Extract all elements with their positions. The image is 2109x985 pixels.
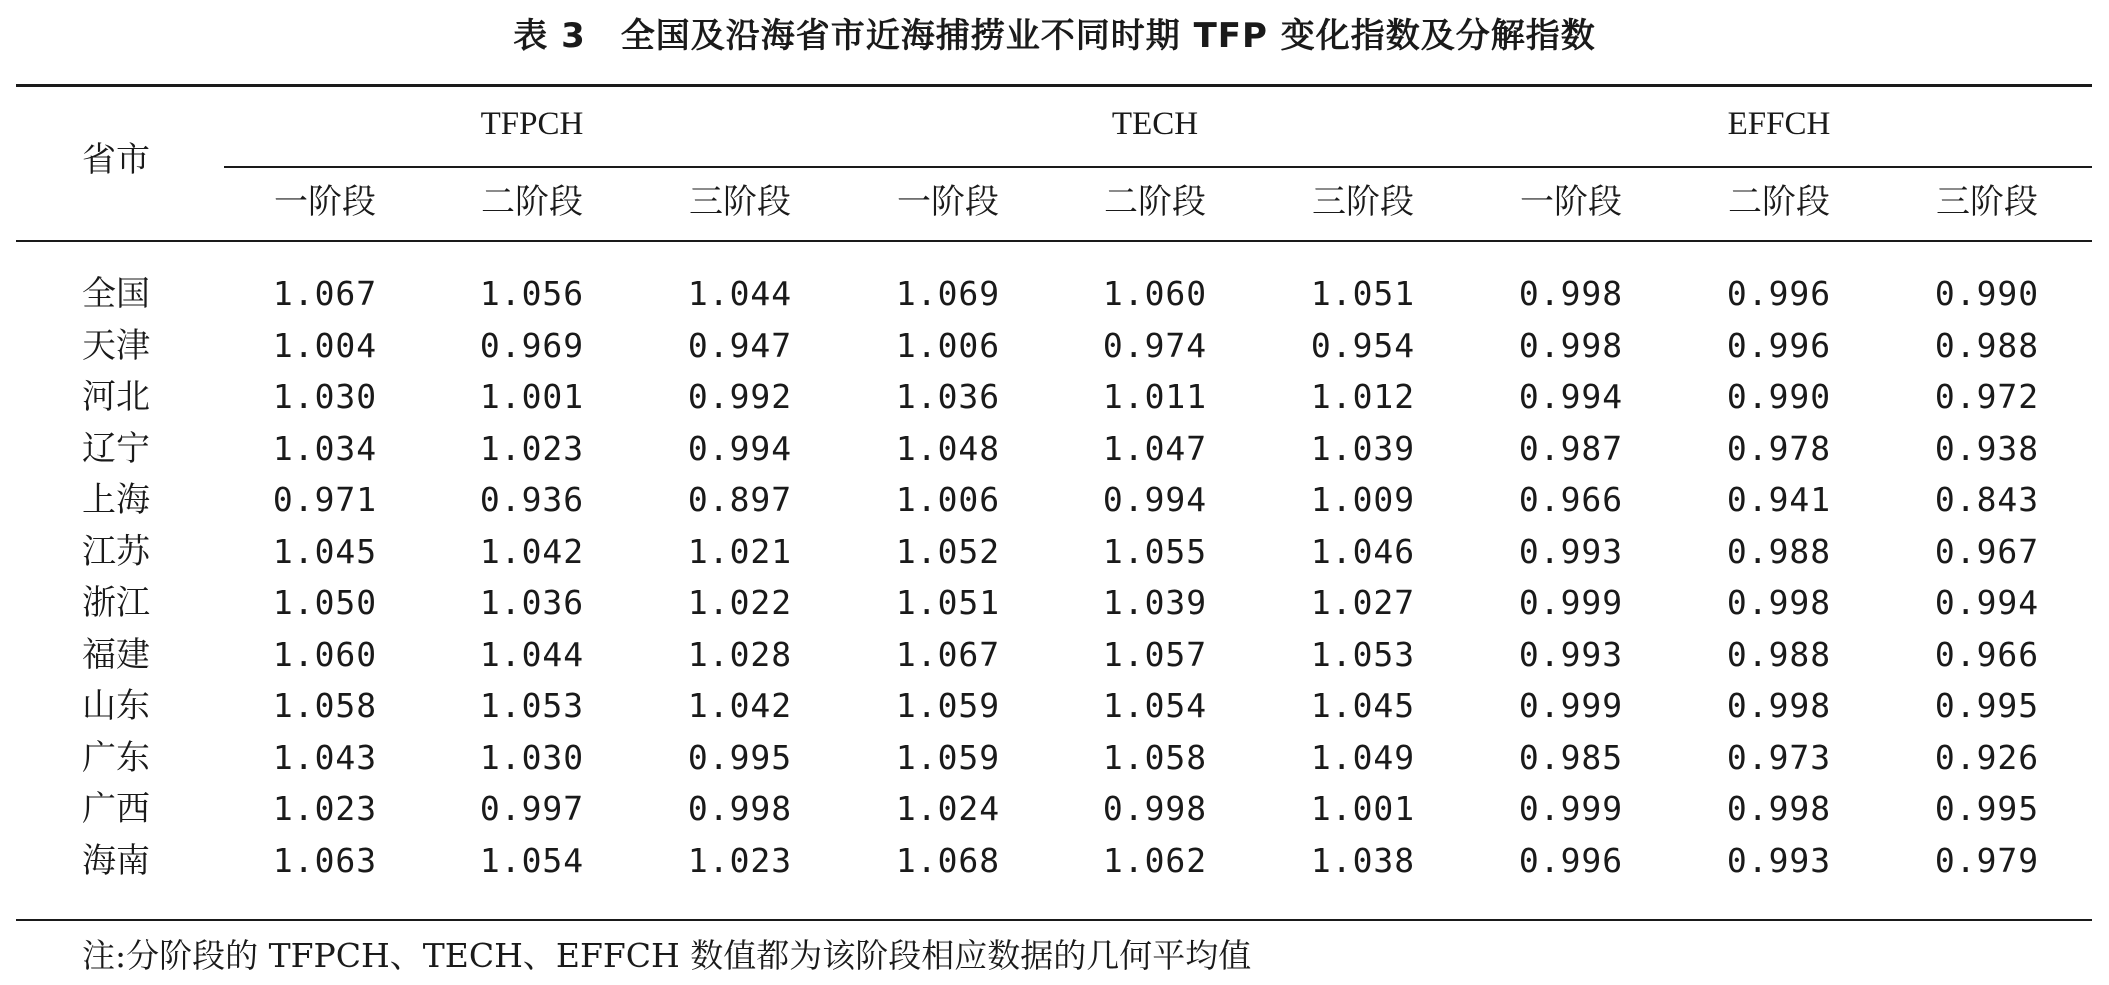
table-cell: 1.004 [272, 325, 378, 365]
group-header-tech: TECH [1111, 106, 1199, 142]
table-cell: 0.999 [1518, 789, 1624, 828]
table-cell: 0.966 [1934, 634, 2040, 674]
table-cell: 1.030 [479, 737, 585, 777]
table-cell: 0.971 [272, 480, 378, 519]
table-cell: 0.990 [1726, 377, 1832, 416]
table-cell: 0.994 [1934, 583, 2040, 622]
table-cell: 0.978 [1726, 428, 1832, 468]
stage-header: 二阶段 [1728, 182, 1830, 222]
table-cell: 0.974 [1102, 325, 1208, 365]
table-cell: 1.053 [1310, 634, 1416, 674]
table-cell: 1.030 [272, 377, 378, 416]
table-cell: 0.973 [1726, 737, 1832, 777]
stage-header: 二阶段 [481, 182, 583, 222]
table-cell: 0.966 [1518, 480, 1624, 519]
table-cell: 1.044 [479, 634, 585, 674]
table-cell: 0.954 [1310, 325, 1416, 365]
row-label: 河北 [82, 377, 150, 417]
table-cell: 1.036 [479, 583, 585, 622]
table-cell: 1.069 [895, 274, 1001, 313]
table-cell: 1.006 [895, 480, 1001, 519]
table-cell: 1.068 [895, 840, 1001, 880]
table-note: 注:分阶段的 TFPCH、TECH、EFFCH 数值都为该阶段相应数据的几何平均值 [82, 936, 1252, 975]
table-cell: 1.001 [479, 377, 585, 416]
table-cell: 1.053 [479, 686, 585, 725]
table-cell: 0.969 [479, 325, 585, 365]
header-bottom-rule [16, 240, 2092, 242]
table-cell: 0.947 [687, 325, 793, 365]
stage-header: 三阶段 [1312, 182, 1414, 222]
table-cell: 1.055 [1102, 531, 1208, 571]
table-cell: 0.999 [1518, 686, 1624, 725]
table-cell: 1.024 [895, 789, 1001, 828]
table-cell: 0.993 [1518, 531, 1624, 571]
table-cell: 0.990 [1934, 274, 2040, 313]
table-cell: 0.941 [1726, 480, 1832, 519]
table-cell: 0.988 [1934, 325, 2040, 365]
row-label: 上海 [82, 480, 150, 520]
table-cell: 0.993 [1726, 840, 1832, 880]
table-cell: 1.054 [1102, 686, 1208, 725]
table-cell: 1.047 [1102, 428, 1208, 468]
table-cell: 0.998 [1518, 274, 1624, 313]
table-cell: 1.046 [1310, 531, 1416, 571]
table-cell: 1.067 [272, 274, 378, 313]
group-underline-rule [224, 166, 2092, 168]
table-cell: 1.067 [895, 634, 1001, 674]
table-cell: 1.052 [895, 531, 1001, 571]
table-cell: 1.042 [479, 531, 585, 571]
table-cell: 1.051 [895, 583, 1001, 622]
table-cell: 0.998 [1102, 789, 1208, 828]
stage-header: 一阶段 [1520, 182, 1622, 222]
stage-header: 二阶段 [1104, 182, 1206, 222]
table-cell: 1.027 [1310, 583, 1416, 622]
table-cell: 1.021 [687, 531, 793, 571]
table-cell: 1.011 [1102, 377, 1208, 416]
table-cell: 0.926 [1934, 737, 2040, 777]
table-cell: 0.995 [687, 737, 793, 777]
table-cell: 0.897 [687, 480, 793, 519]
table-cell: 0.995 [1934, 686, 2040, 725]
table-cell: 0.992 [687, 377, 793, 416]
table-cell: 0.938 [1934, 428, 2040, 468]
table-cell: 1.048 [895, 428, 1001, 468]
table-cell: 0.997 [479, 789, 585, 828]
row-label: 广西 [82, 789, 150, 829]
table-cell: 1.049 [1310, 737, 1416, 777]
table-cell: 1.034 [272, 428, 378, 468]
stage-header: 一阶段 [897, 182, 999, 222]
table-cell: 1.044 [687, 274, 793, 313]
row-label: 海南 [82, 840, 150, 881]
table-cell: 1.036 [895, 377, 1001, 416]
table-cell: 0.936 [479, 480, 585, 519]
row-label: 福建 [82, 634, 150, 675]
table-cell: 0.979 [1934, 840, 2040, 880]
group-header-effch: EFFCH [1727, 106, 1831, 142]
table-cell: 1.023 [687, 840, 793, 880]
table-cell: 0.988 [1726, 634, 1832, 674]
table-cell: 1.058 [1102, 737, 1208, 777]
group-header-tfpch: TFPCH [480, 106, 584, 142]
table-cell: 1.028 [687, 634, 793, 674]
table-cell: 0.998 [687, 789, 793, 828]
table-cell: 0.994 [1518, 377, 1624, 416]
table-cell: 1.039 [1102, 583, 1208, 622]
top-rule [16, 84, 2092, 87]
table-cell: 1.059 [895, 737, 1001, 777]
table-cell: 1.062 [1102, 840, 1208, 880]
row-label: 广东 [82, 737, 150, 778]
table-cell: 0.843 [1934, 480, 2040, 519]
table-cell: 0.987 [1518, 428, 1624, 468]
row-label: 天津 [82, 325, 150, 366]
table-cell: 1.006 [895, 325, 1001, 365]
bottom-rule [16, 919, 2092, 921]
table-cell: 1.012 [1310, 377, 1416, 416]
table-cell: 1.022 [687, 583, 793, 622]
table-cell: 0.998 [1726, 583, 1832, 622]
table-cell: 1.043 [272, 737, 378, 777]
table-cell: 1.045 [272, 531, 378, 571]
table-cell: 0.967 [1934, 531, 2040, 571]
table-cell: 0.999 [1518, 583, 1624, 622]
table-cell: 1.060 [1102, 274, 1208, 313]
table-cell: 0.994 [1102, 480, 1208, 519]
table-cell: 1.051 [1310, 274, 1416, 313]
table-cell: 0.972 [1934, 377, 2040, 416]
table-cell: 0.995 [1934, 789, 2040, 828]
row-header-label: 省市 [82, 140, 150, 180]
table-cell: 0.998 [1726, 789, 1832, 828]
table-cell: 1.059 [895, 686, 1001, 725]
table-cell: 0.988 [1726, 531, 1832, 571]
table-cell: 1.042 [687, 686, 793, 725]
table-cell: 1.060 [272, 634, 378, 674]
row-label: 全国 [82, 274, 150, 314]
table-cell: 1.045 [1310, 686, 1416, 725]
row-label: 山东 [82, 686, 150, 726]
row-label: 辽宁 [82, 428, 150, 469]
table-cell: 1.054 [479, 840, 585, 880]
table-cell: 1.023 [272, 789, 378, 828]
table-cell: 1.023 [479, 428, 585, 468]
table-cell: 0.994 [687, 428, 793, 468]
table-cell: 1.038 [1310, 840, 1416, 880]
stage-header: 三阶段 [689, 182, 791, 222]
row-label: 浙江 [82, 583, 150, 623]
table-cell: 1.001 [1310, 789, 1416, 828]
table-cell: 1.039 [1310, 428, 1416, 468]
stage-header: 三阶段 [1936, 182, 2038, 222]
table-cell: 0.985 [1518, 737, 1624, 777]
table-cell: 0.996 [1726, 274, 1832, 313]
table-cell: 1.050 [272, 583, 378, 622]
table-cell: 0.998 [1518, 325, 1624, 365]
table-title: 表 3 全国及沿海省市近海捕捞业不同时期 TFP 变化指数及分解指数 [513, 16, 1596, 56]
table-cell: 0.996 [1726, 325, 1832, 365]
table-cell: 1.058 [272, 686, 378, 725]
table-cell: 0.993 [1518, 634, 1624, 674]
stage-header: 一阶段 [274, 182, 376, 222]
table-cell: 0.998 [1726, 686, 1832, 725]
row-label: 江苏 [82, 531, 150, 572]
table-cell: 1.056 [479, 274, 585, 313]
table-cell: 1.063 [272, 840, 378, 880]
table-cell: 1.057 [1102, 634, 1208, 674]
table-cell: 1.009 [1310, 480, 1416, 519]
table-cell: 0.996 [1518, 840, 1624, 880]
